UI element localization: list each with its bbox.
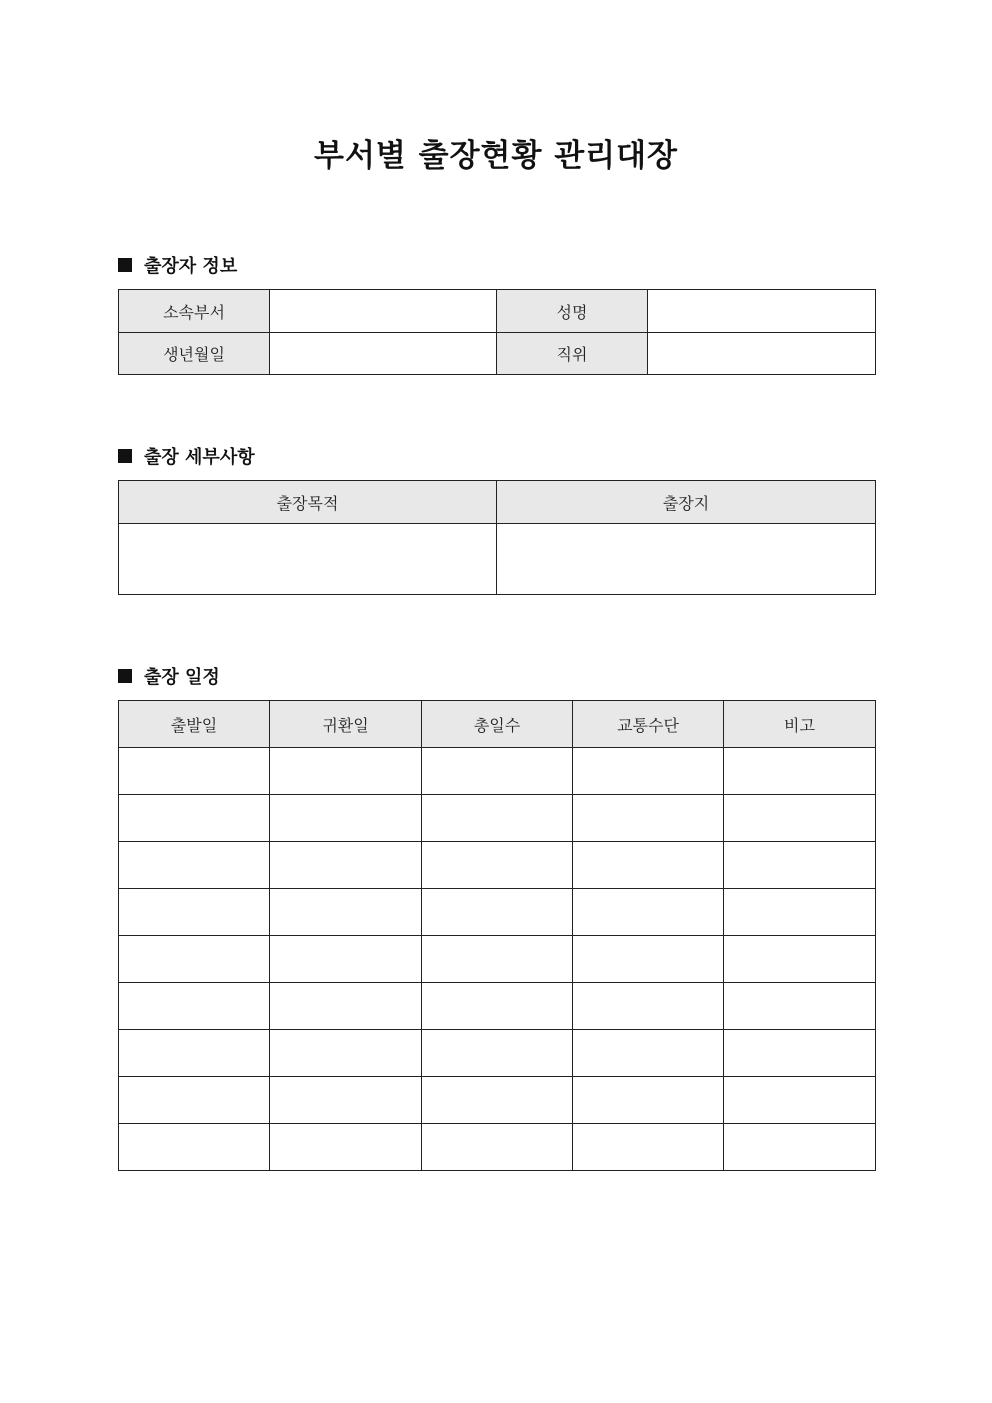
remarks-field[interactable] [724, 795, 876, 842]
total-days-header: 총일수 [422, 701, 573, 748]
remarks-field[interactable] [724, 983, 876, 1030]
remarks-field[interactable] [724, 1030, 876, 1077]
transportation-field[interactable] [573, 936, 724, 983]
departure-date-header: 출발일 [119, 701, 270, 748]
departure-date-field[interactable] [119, 936, 270, 983]
department-label: 소속부서 [119, 290, 270, 333]
transportation-field[interactable] [573, 1030, 724, 1077]
name-label: 성명 [497, 290, 648, 333]
return-date-field[interactable] [270, 748, 422, 795]
table-row [119, 290, 876, 333]
transportation-field[interactable] [573, 1077, 724, 1124]
remarks-header: 비고 [724, 701, 876, 748]
total-days-field[interactable] [422, 889, 573, 936]
purpose-field[interactable] [119, 524, 497, 595]
table-row [119, 842, 876, 889]
remarks-field[interactable] [724, 748, 876, 795]
total-days-field[interactable] [422, 936, 573, 983]
departure-date-field[interactable] [119, 748, 270, 795]
table-header-row [119, 701, 876, 748]
return-date-field[interactable] [270, 1077, 422, 1124]
departure-date-field[interactable] [119, 889, 270, 936]
table-row [119, 1030, 876, 1077]
departure-date-field[interactable] [119, 795, 270, 842]
transportation-field[interactable] [573, 748, 724, 795]
position-label: 직위 [497, 333, 648, 375]
document-title: 부서별 출장현황 관리대장 [314, 138, 678, 174]
remarks-field[interactable] [724, 1077, 876, 1124]
total-days-field[interactable] [422, 1124, 573, 1171]
table-row [119, 1124, 876, 1171]
table-row [119, 1077, 876, 1124]
departure-date-field[interactable] [119, 983, 270, 1030]
remarks-field[interactable] [724, 889, 876, 936]
birthdate-label: 생년월일 [119, 333, 270, 375]
total-days-field[interactable] [422, 842, 573, 889]
departure-date-field[interactable] [119, 1124, 270, 1171]
departure-date-field[interactable] [119, 1030, 270, 1077]
table-row [119, 983, 876, 1030]
square-bullet-icon [118, 669, 132, 683]
return-date-field[interactable] [270, 842, 422, 889]
return-date-header: 귀환일 [270, 701, 422, 748]
table-row [119, 748, 876, 795]
table-row [119, 333, 876, 375]
transportation-field[interactable] [573, 889, 724, 936]
trip-details-heading-text: 출장 세부사항 [144, 447, 255, 468]
square-bullet-icon [118, 449, 132, 463]
destination-header: 출장지 [497, 481, 876, 524]
transportation-field[interactable] [573, 1124, 724, 1171]
traveler-info-heading-text: 출장자 정보 [144, 256, 238, 277]
position-field[interactable] [648, 333, 876, 375]
transportation-field[interactable] [573, 842, 724, 889]
schedule-body [119, 748, 876, 1171]
return-date-field[interactable] [270, 983, 422, 1030]
table-row [119, 795, 876, 842]
table-header-row [119, 481, 876, 524]
total-days-field[interactable] [422, 795, 573, 842]
traveler-info-heading [118, 253, 237, 277]
table-row [119, 936, 876, 983]
total-days-field[interactable] [422, 983, 573, 1030]
trip-details-table [118, 480, 876, 595]
return-date-field[interactable] [270, 889, 422, 936]
table-row [119, 889, 876, 936]
departure-date-field[interactable] [119, 842, 270, 889]
department-field[interactable] [270, 290, 497, 333]
total-days-field[interactable] [422, 1077, 573, 1124]
name-field[interactable] [648, 290, 876, 333]
return-date-field[interactable] [270, 1030, 422, 1077]
destination-field[interactable] [497, 524, 876, 595]
trip-details-heading [118, 444, 255, 468]
traveler-info-table [118, 289, 876, 375]
square-bullet-icon [118, 258, 132, 272]
total-days-field[interactable] [422, 1030, 573, 1077]
remarks-field[interactable] [724, 842, 876, 889]
table-row [119, 524, 876, 595]
trip-schedule-heading-text: 출장 일정 [144, 667, 220, 688]
return-date-field[interactable] [270, 795, 422, 842]
transportation-field[interactable] [573, 983, 724, 1030]
departure-date-field[interactable] [119, 1077, 270, 1124]
return-date-field[interactable] [270, 1124, 422, 1171]
purpose-header: 출장목적 [119, 481, 497, 524]
remarks-field[interactable] [724, 1124, 876, 1171]
trip-schedule-heading [118, 664, 220, 688]
birthdate-field[interactable] [270, 333, 497, 375]
transportation-field[interactable] [573, 795, 724, 842]
transportation-header: 교통수단 [573, 701, 724, 748]
remarks-field[interactable] [724, 936, 876, 983]
trip-schedule-table [118, 700, 876, 1171]
return-date-field[interactable] [270, 936, 422, 983]
total-days-field[interactable] [422, 748, 573, 795]
